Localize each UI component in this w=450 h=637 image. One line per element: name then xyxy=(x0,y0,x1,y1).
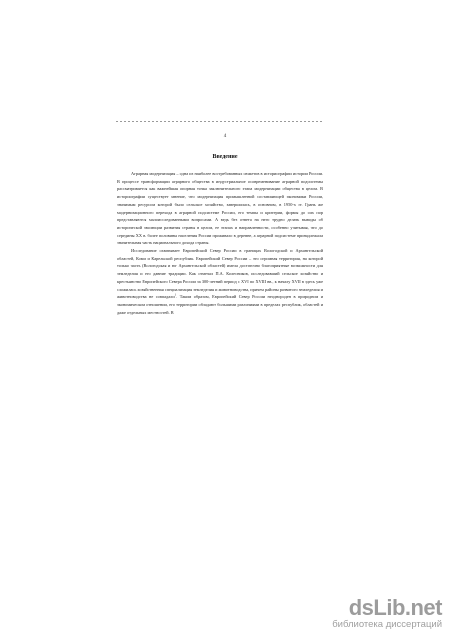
document-body xyxy=(117,170,323,316)
watermark xyxy=(318,595,442,631)
paragraph-2: Исследование охватывает Европейский Север России в границах Вологодской и Архангельской областей, Коми и Карельской республик. Европейский Север России – это огромная территория, на которой только часть (Вологодская и юг Архангельской областей) имела достаточно благоприятные возможности для земледелия и его давние традиции. Как отмечал П.А. Колесников, исследовавший сельское хозяйство и крестьянство Европейского Севера России за 300-летний период с XVI по XVIII вв., к началу XVII в здесь уже сложилась хозяйственная специализация земледелия и животноводства, причем районы развитого земледелия и животноводства не совпадали$^1$. Таким образом, Европейский Север России неоднороден в природном и экономическом отношении, его территории обладают большими различиями в пределах республик, областей и даже отдельных местностей. В xyxy=(117,248,324,315)
dslib-logo: dsLib.net xyxy=(348,595,442,620)
paragraph-2-continuation: Таким образом, Европейский Север России неоднороден в природном и экономическом отношении, его территории обладают большими различиями в пределах республик, областей и даже отдельных местностей. В xyxy=(117,294,324,315)
page-number: 4 xyxy=(223,134,227,139)
header-rule xyxy=(116,121,322,122)
dslib-subtitle: библиотека диссертаций xyxy=(332,619,442,630)
footnote-marker[interactable]: 1 xyxy=(174,292,177,297)
paragraph-1: Аграрная модернизация – одна из наиболее востребованных сюжетов в историографии истории России. В процессе трансформации аграрного общества в индустриальное осовременивание аграрной подсистемы рассматривается как важнейшая опорная точка заключительного этапа модернизации общества в целом. В историографии существует мнение, что модернизация промышленной составляющей экономики России, значимым ресурсом которой было сельское хозяйство, завершилась, в основном, в 1950-х гг. Грань же модернизационного перехода в аграрной подсистеме России, его темпы и критерии, формы до сих пор представляются малоисследованными вопросами. А ведь без ответа на него трудно делать выводы об исторической эволюции развития страны в целом, ее этапах и направленности, особенно учитывая, что до середины XX в. более половины населения России проживало в деревне, а аграрной подсистеме принадлежала значительная часть национального дохода страны. xyxy=(117,171,323,246)
paragraph-2-text: Исследование охватывает Европейский Север России в границах Вологодской и Архангельской областей, Коми и Карельской республик. Европейский Север России – это огромная территория, на которой только часть (Вологодская и юг Архангельской областей) имела достаточно благоприятные возможности для земледелия и его давние традиции. Как отмечал П.А. Колесников, исследовавший сельское хозяйство и крестьянство Европейского Севера России за 300-летний период с XVI по XVIII вв., к началу XVII в здесь уже сложилась хозяйственная специализация земледелия и животноводства, причем районы развитого земледелия и животноводства не совпадали xyxy=(117,248,323,300)
section-heading: Введение xyxy=(212,154,238,160)
